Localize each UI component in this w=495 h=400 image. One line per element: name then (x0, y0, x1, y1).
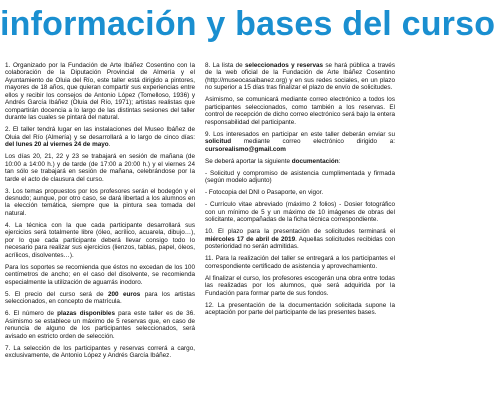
paragraph-6-end: para este taller es de 36. Asimismo se establece un máximo de 5 reservas que, en caso de renuncia de alguno de los participantes seleccionados, será avisado en estricto orden de selección. (5, 310, 196, 340)
paragraph-10 (205, 228, 395, 250)
paragraph-5-text: 5. El precio del curso será de (5, 290, 108, 298)
available-places: plazas disponibles (57, 310, 115, 318)
paragraph-8-notice: Asimismo, se comunicará mediante correo electrónico a todos los participantes seleccionados, como también a los reservas. El control de recepción de dicho correo electrónico será bajo la entera responsabilidad del participante. (205, 96, 395, 126)
doc-item-application: - Solicitud y compromiso de asistencia cumplimentada y firmada (según modelo adjunto) (205, 169, 395, 185)
paragraph-12: 12. La presentación de la documentación solicitada supone la aceptación por parte del participante de las presentes bases. (205, 301, 395, 317)
paragraph-11: 11. Para la realización del taller se entregará a los participantes el correspondiente certificado de asistencia y aprovechamiento. (205, 255, 395, 270)
documentation-label: documentación (291, 157, 339, 165)
paragraph-6 (5, 310, 195, 340)
paragraph-2-end: . (108, 141, 111, 149)
paragraph-10-end: . Aquellas solicitudes recibidas con posterioridad no serán admitidas. (205, 235, 396, 251)
doc-item-id: - Fotocopia del DNI o Pasaporte, en vigor. (205, 189, 324, 197)
paragraph-2-text: 2. El taller tendrá lugar en las instalaciones del Museo Ibáñez de Oluia del Río (Almería) y se desarrollará a lo largo de cinco días: (5, 126, 195, 141)
course-dates: del lunes 20 al viernes 24 de mayo (5, 141, 109, 149)
paragraph-5-end: para los artistas seleccionados, en concepto de matrícula. (5, 290, 195, 306)
paragraph-9-mid: mediante correo electrónico dirigido a: (231, 138, 395, 146)
paragraph-8-text: 8. La lista de (205, 62, 246, 69)
documentation-colon: : (338, 157, 341, 165)
paragraph-10-text: 10. El plazo para la presentación de solicitudes terminará el (205, 228, 395, 236)
paragraph-6-text: 6. El número de (5, 310, 58, 318)
paragraph-2-schedule: Los días 20, 21, 22 y 23 se trabajará en sesión de mañana (de 10:00 a 14:00 h.) y de tarde (de 17:00 a 20:00 h.) y el viernes 24 tan sólo se trabajará en sesión de mañana, celebrándose por la tarde el acto de clausura del curso. (5, 153, 195, 183)
paragraph-9 (205, 131, 395, 153)
paragraph-5 (5, 291, 195, 306)
paragraph-2 (5, 126, 195, 148)
paragraph-1: 1. Organizado por la Fundación de Arte Ibáñez Cosentino con la colaboración de la Diputación Provincial de Almería y el Ayuntamiento de Oluia del Río, este taller está dirigido a pintores, mayores de 18 años, que quieran compartir sus experiencias entre ellos y recibir los consejos de Antonio López (Tomelloso, 1936) y Andrés García Ibáñez (Oluia del Río, 1971); artistas realistas que compartirán docencia a lo largo de las distintas sesiones del taller durante las cuales se pintará del natural. (5, 62, 195, 122)
paragraph-8 (205, 62, 395, 92)
paragraph-7: 7. La selección de los participantes y reservas correrá a cargo, exclusivamente, de Antonio López y Andrés García Ibáñez. (5, 344, 195, 360)
documentation-intro (205, 158, 395, 165)
page-title: información y bases del curso (0, 5, 495, 43)
paragraph-9-text: 9. Los interesados en participar en este taller deberán enviar su (205, 130, 395, 138)
paragraph-3: 3. Los temas propuestos por los profesores serán el bodegón y el desnudo; aunque, por otro caso, se dará libertad a los alumnos en la elección temática, siempre que la pintura sea tomada del natural. (5, 187, 195, 217)
contact-email: cursorealismo@gmail.com (205, 145, 286, 153)
paragraph-4-supports: Para los soportes se recomienda que éstos no excedan de los 100 centímetros de ancho; en el caso del disolvente, se recomienda especialmente la utilización de aguarrás inodoro. (5, 263, 195, 286)
left-column (5, 62, 195, 400)
paragraph-4: 4. La técnica con la que cada participante desarrollará sus ejercicios será totalmente libre (óleo, acrílico, acuarela, dibujo…), por lo que cada participante deberá llevar consigo todo lo necesario para realizar sus ejercicios (lienzos, tablas, papel, óleos, acrílicos, disolventes…). (5, 221, 195, 259)
paragraph-11-acquisition: Al finalizar el curso, los profesores escogerán una obra entre todas las realizadas por los alumnos, que será adquirida por la Fundación para formar parte de sus fondos. (205, 274, 395, 297)
deadline-date: miércoles 17 de abril de 2019 (205, 235, 296, 243)
selected-list: seleccionados y reservas (245, 62, 324, 69)
doc-item-cv: - Currículo vitae abreviado (máximo 2 folios) - Dosier fotográfico con un mínimo de 5 y un máximo de 10 imágenes de obras del solicitante, acompañadas de la ficha técnica correspondiente. (205, 201, 395, 224)
documentation-text: Se deberá aportar la siguiente (205, 157, 292, 165)
application-label: solicitud (205, 138, 232, 146)
paragraph-8-end: se hará pública a través de la web oficial de la Fundación de Arte Ibáñez Cosentino (http://museocasaibanez.org) y en sus redes sociales, en un plazo no superior a 15 días tras finalizar el plazo de envío de solicitudes. (205, 62, 396, 92)
course-price: 200 euros (107, 290, 141, 298)
right-column (205, 62, 395, 400)
